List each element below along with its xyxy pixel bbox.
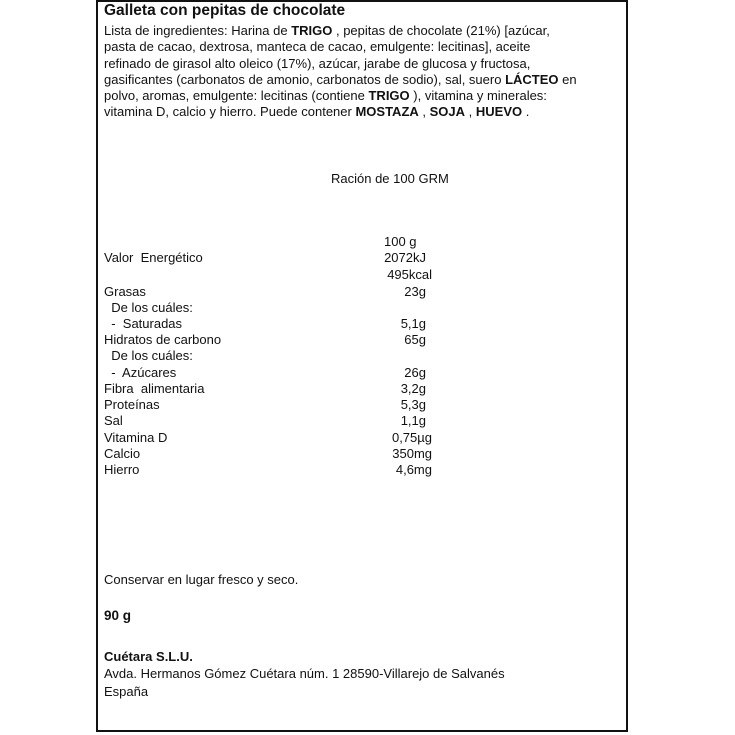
nutrient-value: 5,1g — [400, 316, 426, 331]
nutrition-row — [0, 284, 735, 300]
serving-size: Ración de 100 GRM — [331, 171, 449, 186]
allergen: TRIGO — [368, 88, 410, 104]
nutrient-label: De los cuáles: — [104, 300, 193, 315]
nutrient-label: - Azúcares — [104, 365, 177, 380]
nutrient-value: 65g — [404, 332, 426, 347]
nutrient-label: Grasas — [104, 284, 146, 299]
nutrient-label: Proteínas — [104, 397, 160, 412]
nutrient-value: 26g — [404, 365, 426, 380]
nutrient-value: 4,6mg — [395, 462, 432, 477]
nutrition-row — [0, 446, 735, 462]
nutrition-row — [0, 462, 735, 478]
nutrition-row — [0, 348, 735, 364]
nutrient-label: De los cuáles: — [104, 348, 193, 363]
company-address: Avda. Hermanos Gómez Cuétara núm. 1 28590-Villarejo de Salvanés — [104, 666, 505, 681]
nutrient-value: 0,75µg — [391, 430, 432, 445]
nutrient-value: 3,2g — [400, 381, 426, 396]
ingredients-line: polvo, aromas, emulgente: lecitinas (contiene TRIGO ), vitamina y minerales: — [104, 88, 547, 104]
nutrition-column-header: 100 g — [384, 234, 417, 249]
nutrition-row — [0, 381, 735, 397]
nutrition-row — [0, 332, 735, 348]
nutrition-row — [0, 267, 735, 283]
nutrient-label: Hidratos de carbono — [104, 332, 222, 347]
ingredients-line: pasta de cacao, dextrosa, manteca de cacao, emulgente: lecitinas], aceite — [104, 39, 531, 55]
ingredients-line: vitamina D, calcio y hierro. Puede contener MOSTAZA , SOJA , HUEVO . — [104, 104, 530, 120]
allergen: LÁCTEO — [505, 71, 559, 87]
nutrient-value: 1,1g — [400, 413, 426, 428]
storage-instructions: Conservar en lugar fresco y seco. — [104, 572, 299, 587]
product-title: Galleta con pepitas de chocolate — [104, 2, 346, 19]
nutrient-label: - Saturadas — [104, 316, 183, 331]
nutrient-label: Calcio — [104, 446, 141, 461]
nutrition-row — [0, 397, 735, 413]
allergen: HUEVO — [475, 104, 523, 120]
nutrient-value: 5,3g — [400, 397, 426, 412]
net-weight: 90 g — [104, 608, 132, 623]
nutrition-row — [0, 250, 735, 266]
nutrient-label: Vitamina D — [104, 430, 168, 445]
nutrient-label: Valor Energético — [104, 250, 203, 265]
nutrition-row — [0, 300, 735, 316]
nutrient-value: 23g — [404, 284, 426, 299]
nutrient-value: 495kcal — [387, 267, 432, 282]
nutrient-value: 2072kJ — [384, 250, 426, 265]
ingredients-list — [104, 23, 624, 121]
company-name: Cuétara S.L.U. — [104, 649, 193, 664]
allergen: MOSTAZA — [355, 104, 419, 120]
ingredients-line: refinado de girasol alto oleico (17%), azúcar, jarabe de glucosa y fructosa, — [104, 55, 531, 71]
nutrient-label: Fibra alimentaria — [104, 381, 205, 396]
company-country: España — [104, 684, 149, 699]
nutrition-row — [0, 413, 735, 429]
nutrition-row — [0, 316, 735, 332]
allergen: TRIGO — [291, 23, 333, 38]
allergen: SOJA — [429, 104, 466, 120]
nutrient-label: Hierro — [104, 462, 140, 477]
nutrition-row — [0, 430, 735, 446]
nutrient-value: 350mg — [392, 446, 432, 461]
nutrient-label: Sal — [104, 413, 123, 428]
ingredients-line: gasificantes (carbonatos de amonio, carbonatos de sodio), sal, suero LÁCTEO en — [104, 71, 577, 87]
ingredients-line: Lista de ingredientes: Harina de TRIGO , pepitas de chocolate (21%) [azúcar, — [104, 23, 550, 38]
nutrition-row — [0, 365, 735, 381]
